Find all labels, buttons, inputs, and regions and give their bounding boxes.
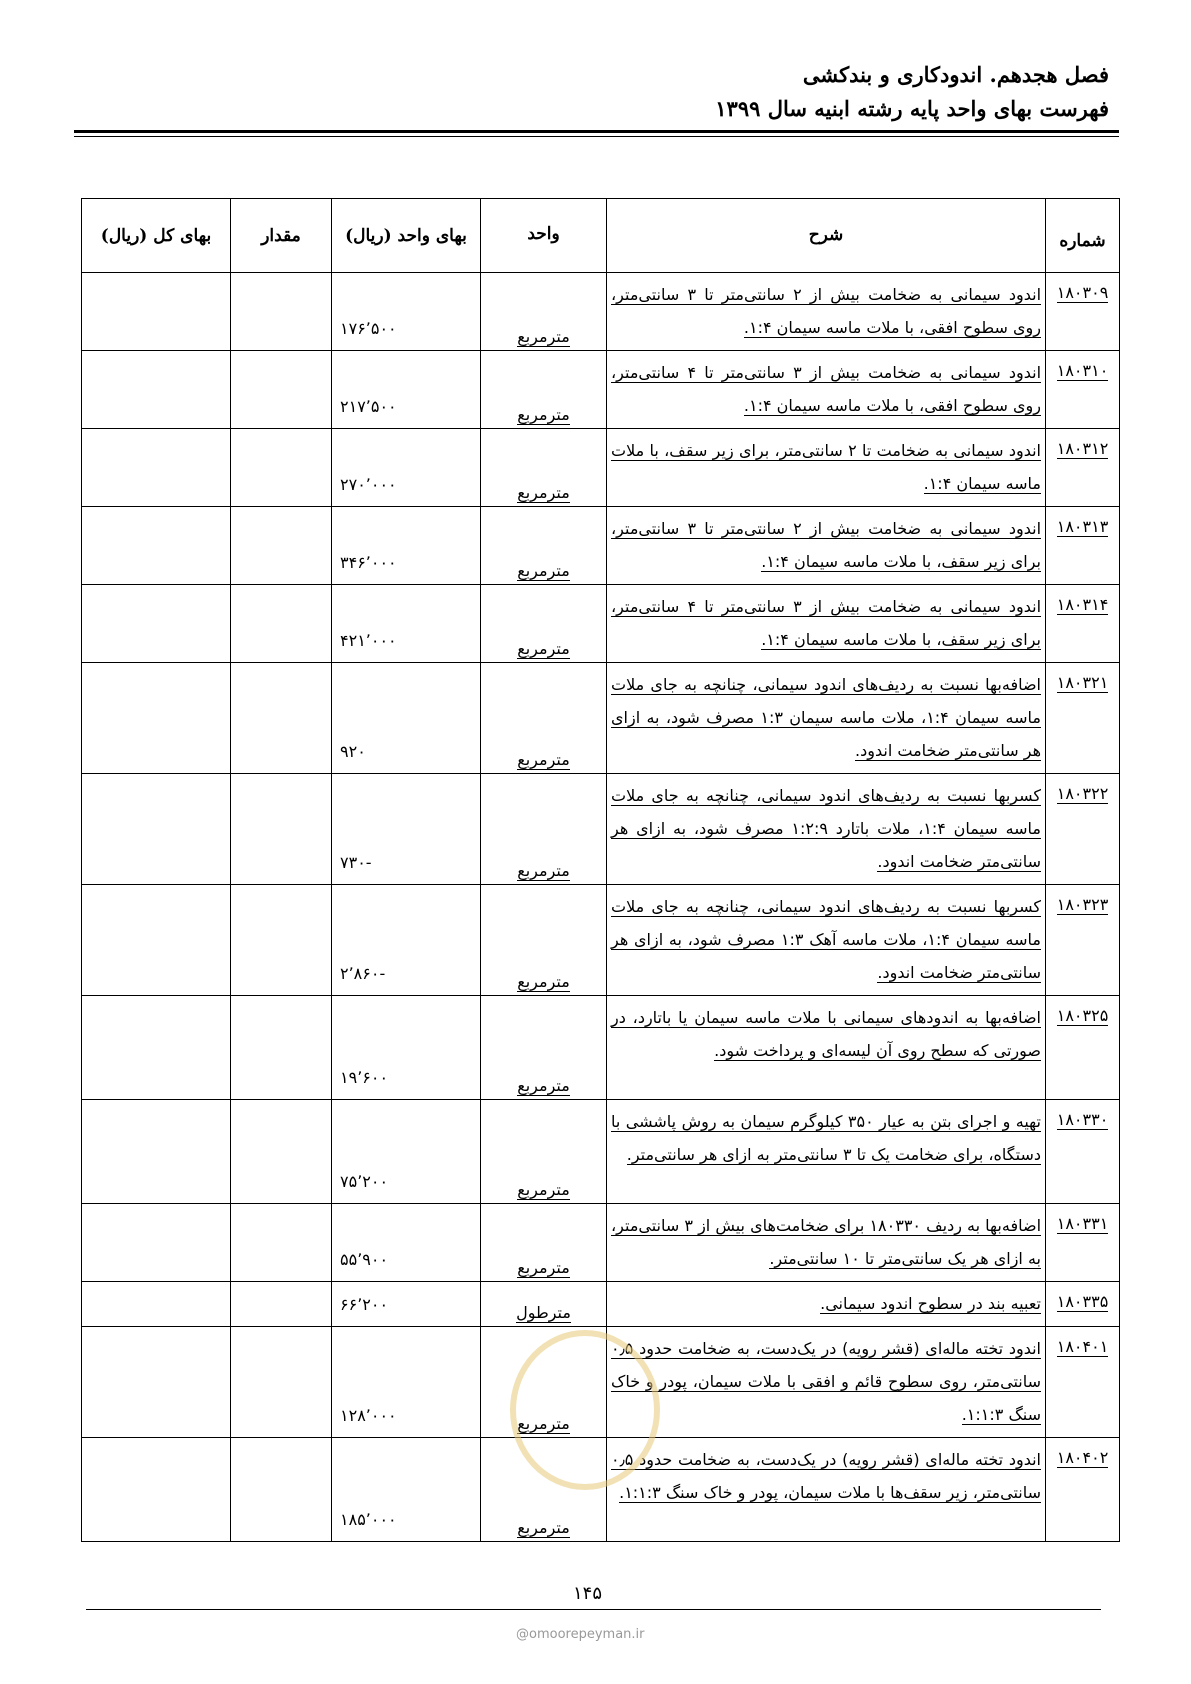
row-unit: مترطول	[516, 1303, 571, 1322]
row-number: ۱۸۰۳۳۰	[1056, 1110, 1109, 1129]
row-number: ۱۸۰۴۰۱	[1056, 1337, 1109, 1356]
table-row	[82, 507, 1120, 585]
row-total	[82, 585, 231, 663]
table-header-row	[82, 199, 1120, 273]
header-rule-thin	[74, 136, 1119, 137]
row-description: تعبیه بند در سطوح اندود سیمانی.	[820, 1294, 1041, 1313]
row-total	[82, 351, 231, 429]
header-unit: واحد	[481, 199, 607, 273]
header-number: شماره	[1046, 199, 1120, 273]
watermark-logo	[510, 1330, 660, 1490]
row-number: ۱۸۰۳۱۲	[1056, 439, 1109, 458]
row-unit-price: ۳۴۶٬۰۰۰	[340, 553, 397, 572]
row-description: اضافه‌بها به ردیف ۱۸۰۳۳۰ برای ضخامت‌های بیش از ۳ سانتی‌متر، به ازای هر یک سانتی‌متر تا ۱۰ سانتی‌متر.	[611, 1216, 1042, 1268]
row-unit-price: ۱۸۵٬۰۰۰	[340, 1510, 397, 1529]
row-description: تهیه و اجرای بتن به عیار ۳۵۰ کیلوگرم سیمان به روش پاششی با دستگاه، برای ضخامت یک تا ۳ سانتی‌متر به ازای هر سانتی‌متر.	[611, 1112, 1042, 1164]
table-row	[82, 1282, 1120, 1327]
row-unit-price: -۲٬۸۶۰	[340, 964, 386, 983]
row-total	[82, 996, 231, 1100]
row-quantity	[231, 273, 332, 351]
row-unit: مترمربع	[517, 483, 570, 502]
row-quantity	[231, 351, 332, 429]
page-number: ۱۴۵	[573, 1583, 603, 1604]
header-unit-price: بهای واحد (ریال)	[332, 199, 481, 273]
table-row	[82, 1204, 1120, 1282]
row-total	[82, 273, 231, 351]
row-unit-price: ۷۵٬۲۰۰	[340, 1172, 389, 1191]
row-unit: مترمربع	[517, 639, 570, 658]
row-description: اندود تخته ماله‌ای (قشر رویه) در یک‌دست، به ضخامت حدود ۰٫۵ سانتی‌متر، روی سطوح قائم و افقی با ملات سیمان، پودر و خاک سنگ ۱:۱:۳.	[611, 1339, 1041, 1424]
row-total	[82, 507, 231, 585]
row-quantity	[231, 774, 332, 885]
row-unit: مترمربع	[517, 1414, 570, 1433]
row-unit-price: ۲۱۷٬۵۰۰	[340, 397, 397, 416]
row-unit: مترمربع	[517, 861, 570, 880]
row-quantity	[231, 663, 332, 774]
row-number: ۱۸۰۳۲۲	[1056, 784, 1109, 803]
table-row	[82, 273, 1120, 351]
row-description: اضافه‌بها به اندودهای سیمانی با ملات ماسه سیمان یا باتارد، در صورتی که سطح روی آن لیسه‌ای و پرداخت شود.	[611, 1008, 1041, 1060]
row-total	[82, 1327, 231, 1438]
table-row	[82, 996, 1120, 1100]
row-total	[82, 774, 231, 885]
row-quantity	[231, 429, 332, 507]
row-unit: مترمربع	[517, 405, 570, 424]
row-description: اندود سیمانی به ضخامت بیش از ۳ سانتی‌متر تا ۴ سانتی‌متر، روی سطوح افقی، با ملات ماسه سیمان ۱:۴.	[611, 363, 1042, 415]
row-unit-price: -۷۳۰	[340, 853, 372, 872]
row-description: اندود سیمانی به ضخامت تا ۲ سانتی‌متر، برای زیر سقف، با ملات ماسه سیمان ۱:۴.	[611, 441, 1042, 493]
table-row	[82, 585, 1120, 663]
header-rule-thick	[74, 130, 1119, 133]
row-total	[82, 1282, 231, 1327]
row-description: کسربها نسبت به ردیف‌های اندود سیمانی، چنانچه به جای ملات ماسه سیمان ۱:۴، ملات ماسه آهک ۱:۳ مصرف شود، به ازای هر سانتی‌متر ضخامت اندود.	[611, 897, 1041, 982]
row-quantity	[231, 1327, 332, 1438]
row-description: اندود تخته ماله‌ای (قشر رویه) در یک‌دست، به ضخامت حدود ۰٫۵ سانتی‌متر، زیر سقف‌ها با ملات سیمان، پودر و خاک سنگ ۱:۱:۳.	[611, 1450, 1041, 1502]
row-quantity	[231, 585, 332, 663]
row-unit-price: ۵۵٬۹۰۰	[340, 1250, 389, 1269]
table-row	[82, 1100, 1120, 1204]
document-title: فهرست بهای واحد پایه رشته ابنیه سال ۱۳۹۹	[715, 96, 1109, 121]
row-unit-price: ۱۷۶٬۵۰۰	[340, 319, 397, 338]
row-number: ۱۸۰۳۰۹	[1056, 283, 1109, 302]
row-number: ۱۸۰۳۳۱	[1056, 1214, 1109, 1233]
row-unit: مترمربع	[517, 561, 570, 580]
table-row	[82, 885, 1120, 996]
row-unit: مترمربع	[517, 1180, 570, 1199]
row-description: اندود سیمانی به ضخامت بیش از ۳ سانتی‌متر تا ۴ سانتی‌متر، برای زیر سقف، با ملات ماسه سیمان ۱:۴.	[611, 597, 1042, 649]
row-quantity	[231, 1282, 332, 1327]
row-number: ۱۸۰۴۰۲	[1056, 1448, 1109, 1467]
row-total	[82, 1100, 231, 1204]
row-number: ۱۸۰۳۱۳	[1056, 517, 1109, 536]
table-row	[82, 429, 1120, 507]
row-unit: مترمربع	[517, 972, 570, 991]
row-quantity	[231, 885, 332, 996]
table-row	[82, 663, 1120, 774]
row-number: ۱۸۰۳۳۵	[1056, 1292, 1109, 1311]
row-unit-price: ۹۲۰	[340, 742, 366, 761]
row-unit: مترمربع	[517, 750, 570, 769]
header-total: بهای کل (ریال)	[82, 199, 231, 273]
header-quantity: مقدار	[231, 199, 332, 273]
row-number: ۱۸۰۳۲۳	[1056, 895, 1109, 914]
row-number: ۱۸۰۳۱۴	[1056, 595, 1109, 614]
row-total	[82, 1438, 231, 1542]
row-unit: مترمربع	[517, 327, 570, 346]
row-quantity	[231, 1100, 332, 1204]
row-description: اضافه‌بها نسبت به ردیف‌های اندود سیمانی، چنانچه به جای ملات ماسه سیمان ۱:۴، ملات ماسه سیمان ۱:۳ مصرف شود، به ازای هر سانتی‌متر ضخامت اندود.	[611, 675, 1041, 760]
row-unit-price: ۲۷۰٬۰۰۰	[340, 475, 397, 494]
row-unit-price: ۱۲۸٬۰۰۰	[340, 1406, 397, 1425]
chapter-title: فصل هجدهم. اندودکاری و بندکشی	[802, 62, 1109, 87]
footer-rule	[86, 1609, 1101, 1610]
row-total	[82, 885, 231, 996]
row-unit: مترمربع	[517, 1518, 570, 1537]
table-row	[82, 351, 1120, 429]
row-quantity	[231, 1204, 332, 1282]
site-watermark: @omoorepeyman.ir	[516, 1627, 645, 1642]
row-unit: مترمربع	[517, 1076, 570, 1095]
header-description: شرح	[607, 199, 1046, 273]
row-total	[82, 429, 231, 507]
row-quantity	[231, 996, 332, 1100]
row-description: اندود سیمانی به ضخامت بیش از ۲ سانتی‌متر تا ۳ سانتی‌متر، روی سطوح افقی، با ملات ماسه سیمان ۱:۴.	[611, 285, 1042, 337]
row-number: ۱۸۰۳۲۵	[1056, 1006, 1109, 1025]
row-description: اندود سیمانی به ضخامت بیش از ۲ سانتی‌متر تا ۳ سانتی‌متر، برای زیر سقف، با ملات ماسه سیمان ۱:۴.	[611, 519, 1042, 571]
row-description: کسربها نسبت به ردیف‌های اندود سیمانی، چنانچه به جای ملات ماسه سیمان ۱:۴، ملات باتارد ۱:۲:۹ مصرف شود، به ازای هر سانتی‌متر ضخامت اندود.	[611, 786, 1041, 871]
row-quantity	[231, 1438, 332, 1542]
row-quantity	[231, 507, 332, 585]
row-number: ۱۸۰۳۲۱	[1056, 673, 1109, 692]
row-unit-price: ۱۹٬۶۰۰	[340, 1068, 389, 1087]
row-unit: مترمربع	[517, 1258, 570, 1277]
row-total	[82, 1204, 231, 1282]
row-unit-price: ۴۲۱٬۰۰۰	[340, 631, 397, 650]
row-number: ۱۸۰۳۱۰	[1056, 361, 1109, 380]
row-unit-price: ۶۶٬۲۰۰	[340, 1295, 389, 1314]
table-row	[82, 774, 1120, 885]
row-total	[82, 663, 231, 774]
